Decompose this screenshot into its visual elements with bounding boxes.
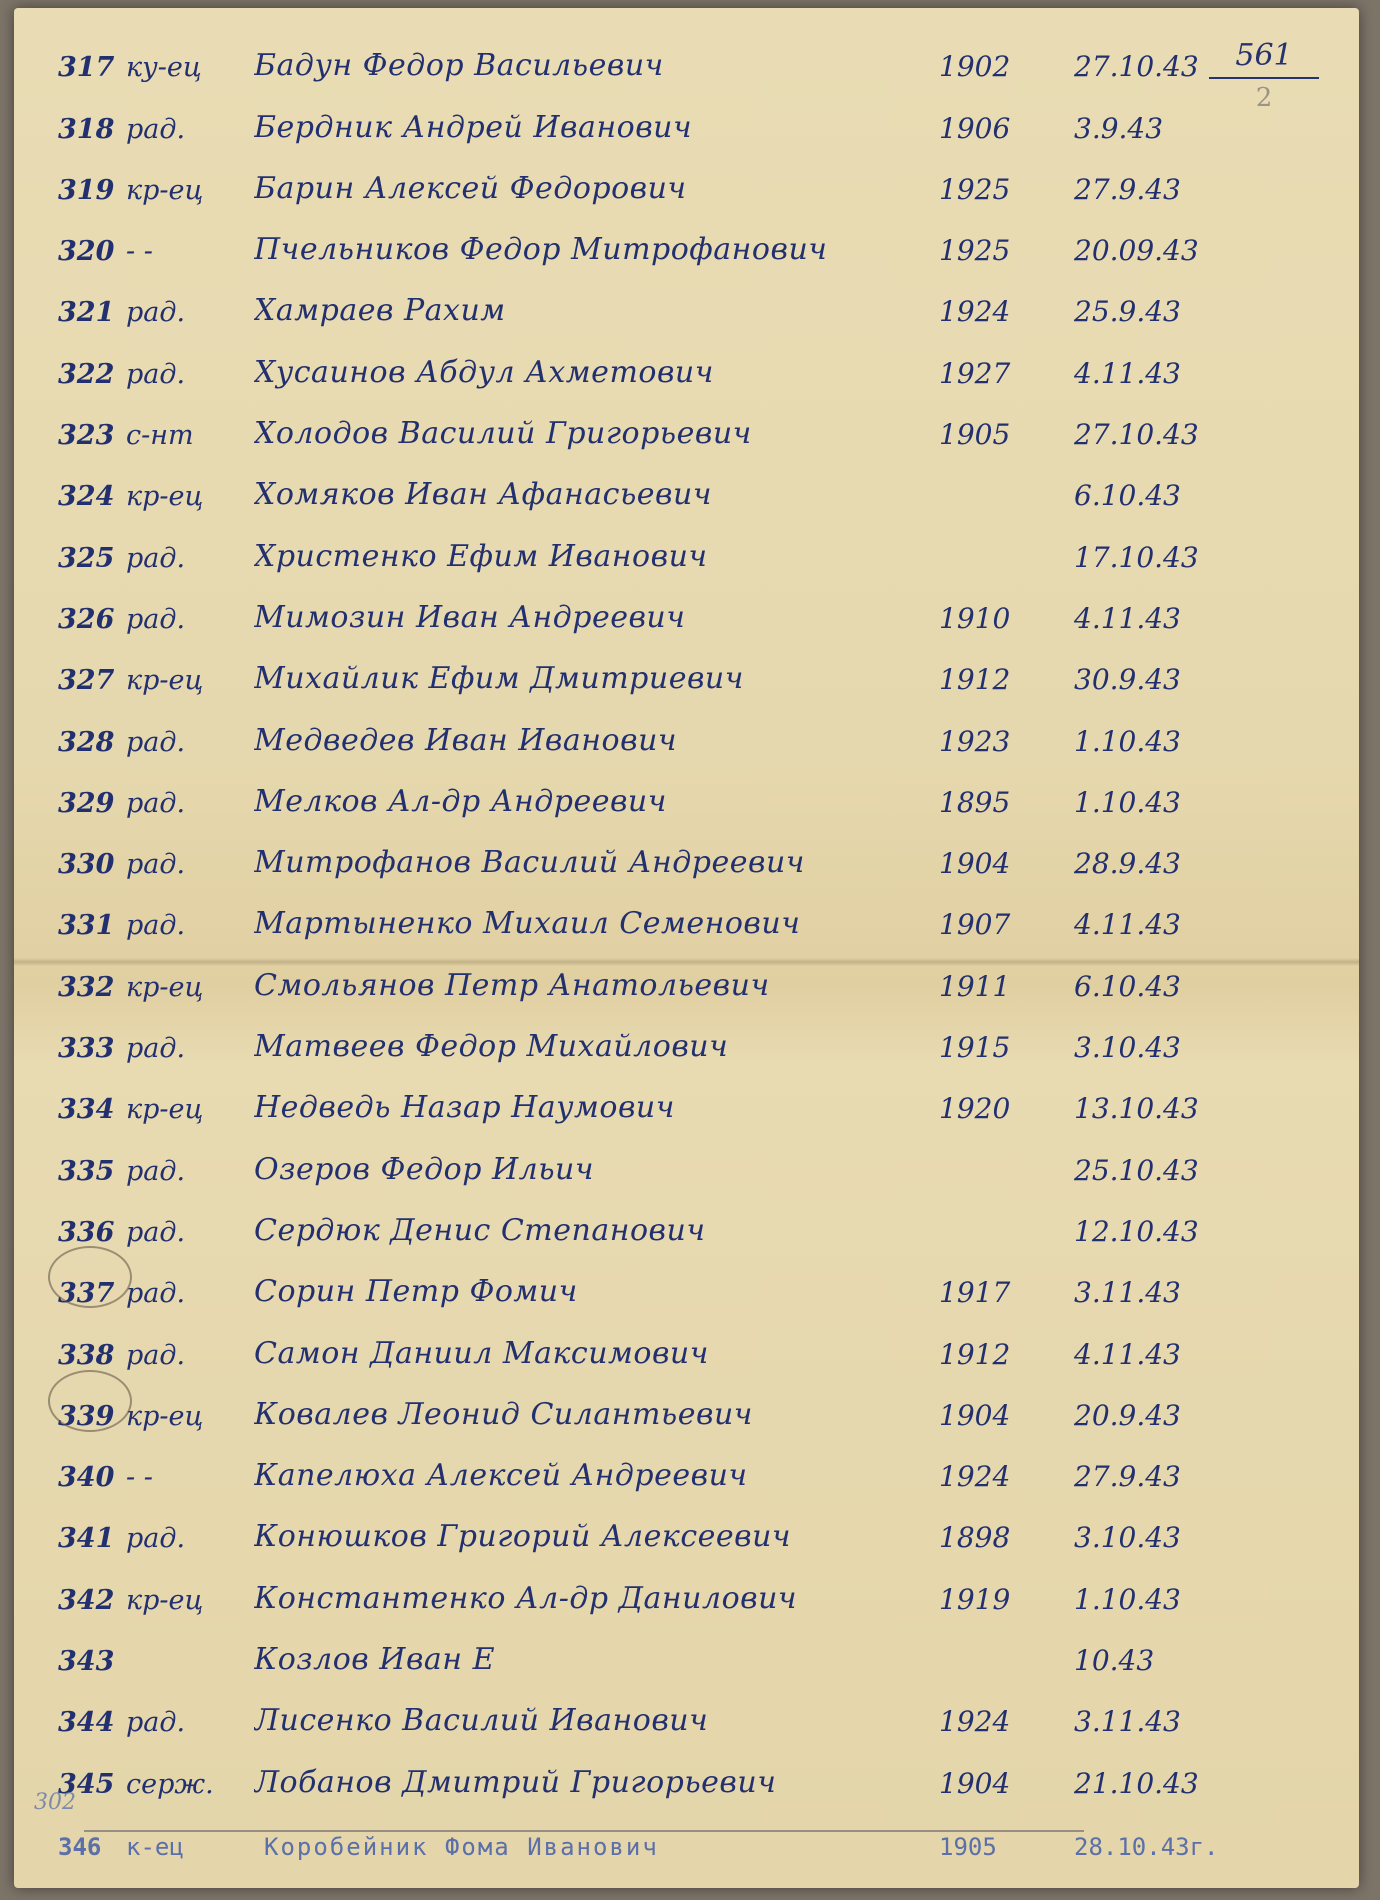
row-number: 335	[58, 1155, 115, 1187]
row-number: 344	[58, 1707, 115, 1739]
row-rank: рад.	[126, 358, 186, 390]
row-date: 25.9.43	[1074, 295, 1181, 329]
row-number: 327	[58, 665, 115, 697]
row-date: 4.11.43	[1074, 601, 1181, 635]
row-birth-year: 1924	[939, 1460, 1011, 1494]
list-item	[14, 641, 1359, 702]
row-date: 4.11.43	[1074, 356, 1181, 390]
row-birth-year: 1905	[939, 1832, 997, 1861]
row-rank: серж.	[126, 1768, 214, 1800]
row-birth-year: 1919	[939, 1582, 1011, 1616]
row-name: Матвеев Федор Михайлович	[254, 1029, 729, 1065]
row-birth-year: 1915	[939, 1031, 1011, 1065]
row-date: 6.10.43	[1074, 479, 1181, 513]
row-name: Мелков Ал-др Андреевич	[254, 783, 667, 819]
row-name: Бадун Федор Васильевич	[254, 48, 664, 84]
list-item	[14, 151, 1359, 212]
row-name: Медведев Иван Иванович	[254, 722, 678, 758]
row-number: 337	[58, 1278, 115, 1310]
row-number: 321	[58, 297, 115, 329]
row-name: Сорин Петр Фомич	[254, 1274, 578, 1310]
row-name: Хусаинов Абдул Ахметович	[254, 354, 714, 390]
circle-mark	[48, 1246, 132, 1308]
row-birth-year: 1905	[939, 418, 1011, 452]
row-date: 10.43	[1074, 1644, 1155, 1678]
row-birth-year: 1904	[939, 847, 1011, 881]
row-rank: рад.	[126, 787, 186, 819]
row-date: 3.11.43	[1074, 1705, 1181, 1739]
list-item	[14, 89, 1359, 150]
row-birth-year: 1912	[939, 663, 1011, 697]
row-name: Мимозин Иван Андреевич	[254, 599, 686, 635]
row-birth-year: 1917	[939, 1276, 1011, 1310]
row-birth-year: 1924	[939, 295, 1011, 329]
row-rank: кр-ец	[126, 665, 204, 697]
row-date: 6.10.43	[1074, 969, 1181, 1003]
row-name: Митрофанов Василий Андреевич	[254, 845, 805, 881]
row-rank: рад.	[126, 1523, 186, 1555]
row-date: 30.9.43	[1074, 663, 1181, 697]
row-date: 27.10.43	[1074, 50, 1199, 84]
row-date: 25.10.43	[1074, 1153, 1199, 1187]
list-item	[14, 334, 1359, 395]
row-name: Недведь Назар Наумович	[254, 1090, 675, 1126]
row-birth-year: 1904	[939, 1398, 1011, 1432]
row-rank: рад.	[126, 542, 186, 574]
row-birth-year: 1911	[939, 969, 1011, 1003]
row-name: Козлов Иван Е	[254, 1642, 496, 1678]
row-name: Сердюк Денис Степанович	[254, 1212, 706, 1248]
row-date: 13.10.43	[1074, 1092, 1199, 1126]
row-name: Хамраев Рахим	[254, 293, 506, 329]
row-number: 339	[58, 1400, 115, 1432]
row-name: Озеров Федор Ильич	[254, 1151, 595, 1187]
row-name: Капелюха Алексей Андреевич	[254, 1458, 748, 1494]
row-date: 4.11.43	[1074, 908, 1181, 942]
document-sheet	[14, 8, 1359, 1888]
row-name: Пчельников Федор Митрофанович	[254, 232, 828, 268]
row-date: 1.10.43	[1074, 724, 1181, 758]
row-date: 3.10.43	[1074, 1031, 1181, 1065]
row-rank: рад.	[126, 1278, 186, 1310]
row-rank: рад.	[126, 726, 186, 758]
row-date: 4.11.43	[1074, 1337, 1181, 1371]
row-date: 27.10.43	[1074, 418, 1199, 452]
sheet-number: 561	[1209, 38, 1319, 79]
row-birth-year: 1902	[939, 50, 1011, 84]
circle-mark	[48, 1370, 132, 1432]
row-birth-year: 1906	[939, 111, 1011, 145]
list-item	[14, 1438, 1359, 1499]
row-number: 341	[58, 1523, 115, 1555]
row-birth-year: 1898	[939, 1521, 1011, 1555]
row-birth-year: 1895	[939, 785, 1011, 819]
list-item	[14, 1131, 1359, 1192]
row-number: 326	[58, 603, 115, 635]
list-item	[14, 1806, 1359, 1867]
row-rank: рад.	[126, 603, 186, 635]
list-item	[14, 580, 1359, 641]
row-rank: к-ец	[126, 1832, 184, 1861]
list-item	[14, 1254, 1359, 1315]
list-item	[14, 825, 1359, 886]
list-item	[14, 1315, 1359, 1376]
row-rank: рад.	[126, 113, 186, 145]
row-name: Хомяков Иван Афанасьевич	[254, 477, 713, 513]
list-item	[14, 1070, 1359, 1131]
list-item	[14, 457, 1359, 518]
row-number: 345	[58, 1768, 115, 1800]
list-item	[14, 1683, 1359, 1744]
row-date: 21.10.43	[1074, 1766, 1199, 1800]
row-name: Ковалев Леонид Силантьевич	[254, 1396, 753, 1432]
row-birth-year: 1925	[939, 234, 1011, 268]
row-name: Михайлик Ефим Дмитриевич	[254, 661, 744, 697]
row-birth-year: 1912	[939, 1337, 1011, 1371]
row-name: Конюшков Григорий Алексеевич	[254, 1519, 792, 1555]
row-birth-year: 1923	[939, 724, 1011, 758]
row-date: 3.10.43	[1074, 1521, 1181, 1555]
row-date: 27.9.43	[1074, 1460, 1181, 1494]
row-number: 324	[58, 481, 115, 513]
row-rank: - -	[126, 1462, 153, 1494]
row-number: 340	[58, 1462, 115, 1494]
row-rank: с-нт	[126, 420, 194, 452]
list-item	[14, 1499, 1359, 1560]
row-name: Мартыненко Михаил Семенович	[254, 906, 801, 942]
row-number: 346	[58, 1832, 102, 1861]
row-date: 12.10.43	[1074, 1214, 1199, 1248]
list-item	[14, 273, 1359, 334]
row-name: Лисенко Василий Иванович	[254, 1703, 709, 1739]
list-item	[14, 1377, 1359, 1438]
list-item	[14, 764, 1359, 825]
row-rank: кр-ец	[126, 481, 204, 513]
list-item	[14, 28, 1359, 89]
row-number: 322	[58, 358, 115, 390]
row-number: 331	[58, 910, 115, 942]
row-date: 28.10.43г.	[1074, 1832, 1219, 1861]
row-rank: рад.	[126, 1339, 186, 1371]
row-rank: кр-ец	[126, 1094, 204, 1126]
list-item	[14, 1009, 1359, 1070]
list-item	[14, 1744, 1359, 1805]
row-number: 333	[58, 1033, 115, 1065]
row-rank: рад.	[126, 297, 186, 329]
row-rank: рад.	[126, 1033, 186, 1065]
row-rank: ку-ец	[126, 52, 202, 84]
row-name: Бердник Андрей Иванович	[254, 109, 693, 145]
row-rank: рад.	[126, 910, 186, 942]
row-number: 332	[58, 971, 115, 1003]
row-name: Самон Даниил Максимович	[254, 1335, 709, 1371]
list-item	[14, 886, 1359, 947]
list-item	[14, 518, 1359, 579]
row-number: 317	[58, 52, 115, 84]
row-rank: рад.	[126, 1155, 186, 1187]
row-number: 323	[58, 420, 115, 452]
row-date: 3.9.43	[1074, 111, 1164, 145]
row-birth-year: 1927	[939, 356, 1011, 390]
row-date: 28.9.43	[1074, 847, 1181, 881]
row-birth-year: 1904	[939, 1766, 1011, 1800]
row-number: 336	[58, 1216, 115, 1248]
list-item	[14, 1560, 1359, 1621]
row-date: 1.10.43	[1074, 785, 1181, 819]
row-rank: кр-ец	[126, 1400, 204, 1432]
row-rank: рад.	[126, 1707, 186, 1739]
row-birth-year: 1920	[939, 1092, 1011, 1126]
row-rank: кр-ец	[126, 174, 204, 206]
row-number: 343	[58, 1646, 115, 1678]
row-name: Христенко Ефим Иванович	[254, 538, 708, 574]
list-item	[14, 1193, 1359, 1254]
row-date: 3.11.43	[1074, 1276, 1181, 1310]
row-number: 342	[58, 1584, 115, 1616]
row-name: Константенко Ал-др Данилович	[254, 1580, 798, 1616]
row-number: 329	[58, 787, 115, 819]
row-name: Барин Алексей Федорович	[254, 170, 687, 206]
row-date: 17.10.43	[1074, 540, 1199, 574]
row-birth-year: 1925	[939, 172, 1011, 206]
row-name: Коробейник Фома Иванович	[264, 1832, 659, 1861]
margin-note: 302	[34, 1790, 76, 1815]
row-number: 334	[58, 1094, 115, 1126]
row-rank: кр-ец	[126, 971, 204, 1003]
row-birth-year: 1924	[939, 1705, 1011, 1739]
row-name: Смольянов Петр Анатольевич	[254, 967, 770, 1003]
row-date: 27.9.43	[1074, 172, 1181, 206]
row-number: 325	[58, 542, 115, 574]
row-number: 320	[58, 236, 115, 268]
casualty-list	[14, 28, 1359, 1867]
list-item	[14, 212, 1359, 273]
row-birth-year: 1907	[939, 908, 1011, 942]
row-name: Лобанов Дмитрий Григорьевич	[254, 1764, 777, 1800]
row-rank: кр-ец	[126, 1584, 204, 1616]
row-number: 338	[58, 1339, 115, 1371]
row-rank: рад.	[126, 1216, 186, 1248]
row-number: 318	[58, 113, 115, 145]
sheet-subnumber: 2	[1255, 83, 1273, 113]
list-item	[14, 1622, 1359, 1683]
row-rank: рад.	[126, 849, 186, 881]
row-date: 20.9.43	[1074, 1398, 1181, 1432]
row-number: 328	[58, 726, 115, 758]
row-rank: - -	[126, 236, 153, 268]
row-date: 1.10.43	[1074, 1582, 1181, 1616]
list-item	[14, 396, 1359, 457]
row-number: 330	[58, 849, 115, 881]
row-name: Холодов Василий Григорьевич	[254, 416, 752, 452]
row-birth-year: 1910	[939, 601, 1011, 635]
list-item	[14, 947, 1359, 1008]
row-number: 319	[58, 174, 115, 206]
list-item	[14, 702, 1359, 763]
strike-line	[84, 1830, 1084, 1832]
row-date: 20.09.43	[1074, 234, 1199, 268]
